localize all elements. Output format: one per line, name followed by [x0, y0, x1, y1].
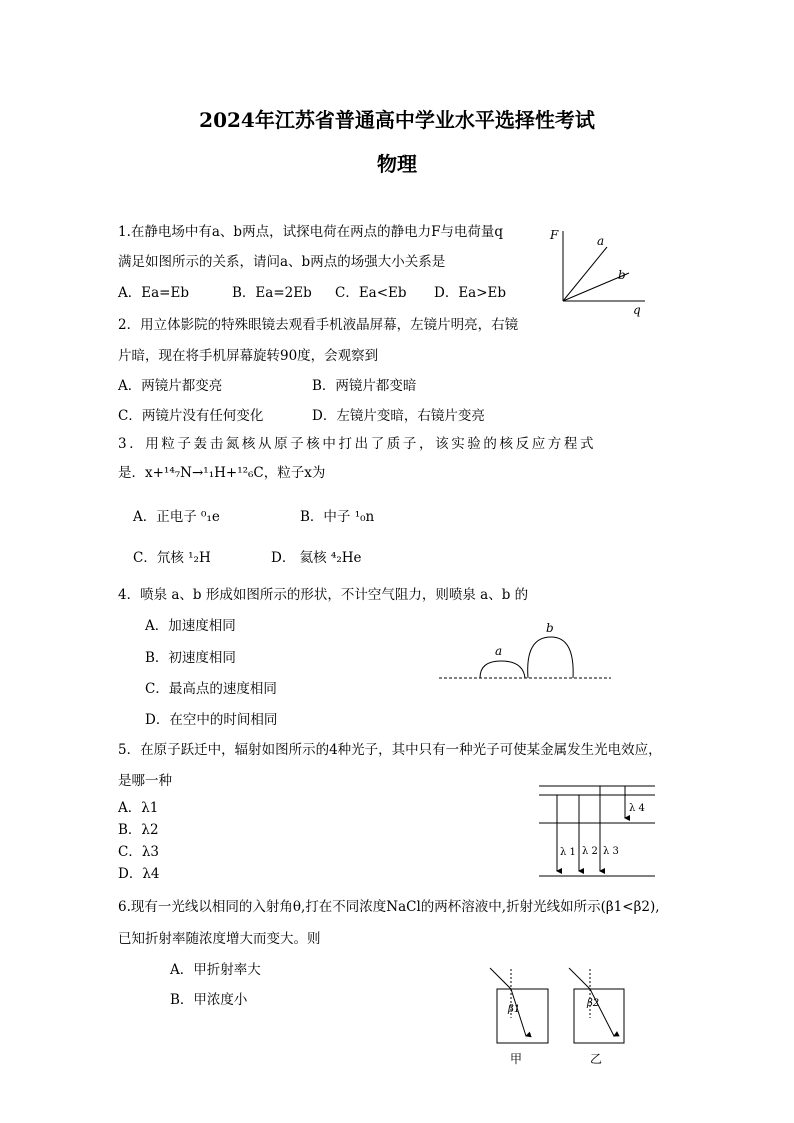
q6-option-a: A．甲折射率大: [170, 962, 261, 978]
q2-stem-line2: 片暗，现在将手机屏幕旋转90度，会观察到: [118, 348, 379, 364]
q5-label-l4: λ 4: [629, 803, 645, 814]
q1-force-charge-graph: [545, 225, 655, 320]
exam-title: 2024年江苏省普通高中学业水平选择性考试: [199, 108, 595, 132]
q1-x-label: q: [633, 303, 641, 317]
q2-option-b: B．两镜片都变暗: [312, 378, 417, 394]
q1-option-a: A．Ea=Eb: [118, 285, 189, 301]
q1-option-c: C．Ea<Eb: [335, 285, 407, 301]
q4-option-b: B．初速度相同: [145, 650, 236, 666]
q2-option-c: C．两镜片没有任何变化: [118, 408, 264, 424]
q1-label-b: b: [618, 268, 626, 282]
q5-option-a: A．λ1: [118, 800, 159, 816]
q6-label-jia: 甲: [510, 1052, 523, 1066]
q4-label-b: b: [546, 621, 554, 635]
q5-option-b: B．λ2: [118, 822, 159, 838]
q5-label-l3: λ 3: [603, 846, 619, 857]
q1-label-a: a: [597, 234, 605, 248]
q6-stem-line2: 已知折射率随浓度增大而变大。则: [118, 931, 321, 947]
q1-option-b: B．Ea=2Eb: [232, 285, 312, 301]
q3-line2-prefix: 是．: [118, 465, 145, 481]
q4-option-c: C．最高点的速度相同: [145, 681, 277, 697]
q3-option-d: D． 氦核 ⁴₂He: [271, 550, 362, 566]
q5-label-l2: λ 2: [582, 846, 598, 857]
q3-stem-line2: [118, 461, 325, 481]
q1-y-label: F: [550, 228, 559, 242]
q1-stem-line1: 1.在静电场中有a、b两点，试探电荷在两点的静电力F与电荷量q: [118, 224, 504, 240]
q4-label-a: a: [495, 644, 503, 658]
q3-stem-line1: 3．用粒子轰击氮核从原子核中打出了质子，该实验的核反应方程式: [118, 436, 597, 452]
q1-line-a: [563, 247, 607, 301]
q1-option-d: D．Ea>Eb: [434, 285, 507, 301]
q6-incident-jia: [490, 968, 511, 989]
q4-stem: 4．喷泉 a、b 形成如图所示的形状，不计空气阻力，则喷泉 a、b 的: [118, 587, 529, 603]
q2-stem-line1: 2．用立体影院的特殊眼镜去观看手机液晶屏幕，左镜片明亮，右镜: [118, 317, 519, 333]
q6-refraction-figure: [480, 962, 640, 1072]
q5-option-d: D．λ4: [118, 866, 160, 882]
q4-option-d: D．在空中的时间相同: [145, 712, 278, 728]
q6-beta2-label: β2: [587, 998, 600, 1009]
q3-option-c: C．氘核 ¹₂H: [133, 550, 211, 566]
subject-title: 物理: [377, 152, 417, 176]
q1-stem-line2: 满足如图所示的关系，请问a、b两点的场强大小关系是: [118, 254, 446, 270]
q3-option-a: A．正电子 ⁰₁e: [133, 509, 220, 525]
q6-option-b: B．甲浓度小: [170, 992, 248, 1008]
q4-fountain-figure: [435, 620, 615, 685]
q2-option-d: D．左镜片变暗，右镜片变亮: [312, 408, 485, 424]
q6-beta1-label: β1: [508, 1004, 521, 1015]
q3-line2-suffix: ，粒子x为: [263, 465, 326, 481]
q4-fountain-a: [480, 661, 525, 678]
q6-incident-yi: [569, 968, 590, 989]
q4-fountain-b: [528, 637, 573, 678]
q5-stem-line2: 是哪一种: [118, 773, 172, 789]
q5-option-c: C．λ3: [118, 844, 159, 860]
q2-option-a: A．两镜片都变亮: [118, 378, 223, 394]
q3-equation: x+¹⁴₇N→¹₁H+¹²₆C: [145, 465, 264, 481]
q3-option-b: B．中子 ¹₀n: [300, 509, 375, 525]
q6-cup-jia: [497, 989, 548, 1043]
q5-label-l1: λ 1: [560, 847, 576, 858]
q5-stem-line1: 5．在原子跃迁中，辐射如图所示的4种光子，其中只有一种光子可使某金属发生光电效应，: [118, 742, 662, 758]
q6-stem-line1: 6.现有一光线以相同的入射角θ,打在不同浓度NaCl的两杯溶液中,折射光线如所示(β1<β2),: [118, 899, 660, 915]
q6-label-yi: 乙: [590, 1052, 603, 1066]
q4-option-a: A．加速度相同: [145, 618, 236, 634]
q5-energy-level-diagram: [535, 782, 660, 882]
q6-refracted-yi: [590, 989, 614, 1036]
